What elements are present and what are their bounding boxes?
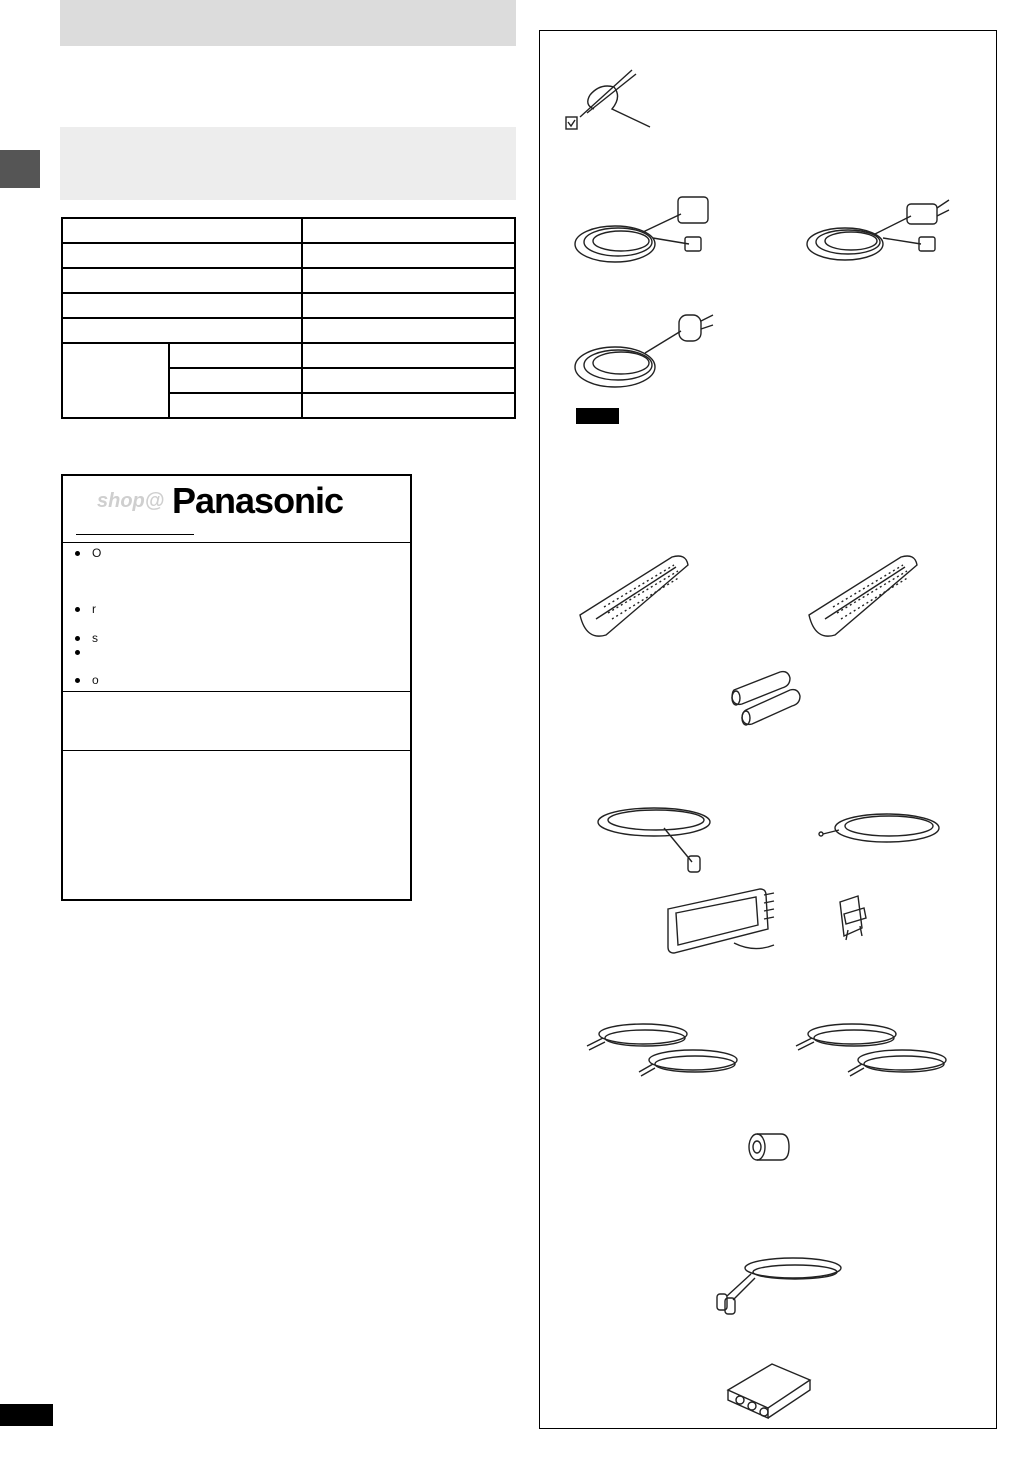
table-row: [62, 268, 515, 293]
table-row: [62, 318, 515, 343]
remote-control-icon: [576, 553, 696, 643]
side-index-tab: [0, 150, 40, 188]
speaker-cables-icon: [792, 1016, 952, 1086]
table-row: [62, 243, 515, 268]
table-row: [62, 293, 515, 318]
antenna-stand-icon: [834, 894, 874, 944]
bullet-icon: [75, 636, 80, 641]
fm-antenna-icon: [594, 800, 724, 875]
shop-box-header: [63, 476, 410, 543]
video-cable-icon: [713, 1250, 848, 1315]
bullet-icon: [75, 650, 80, 655]
scart-adapter-icon: [722, 1360, 814, 1420]
speaker-cables-icon: [583, 1016, 743, 1086]
panasonic-logo: Panasonic: [172, 480, 344, 521]
loop-antenna-icon: [664, 885, 784, 960]
spec-table: [61, 217, 516, 419]
page-number-tab: [0, 1404, 53, 1426]
section-subheader-box: [60, 127, 516, 200]
list-item: o: [75, 673, 99, 687]
table-row: [62, 343, 515, 368]
bullet-icon: [75, 607, 80, 612]
list-item: s: [75, 631, 98, 645]
list-item: [75, 645, 92, 659]
list-item: O: [75, 546, 101, 560]
ac-power-cord-flat-plug-icon: [803, 190, 953, 270]
bullet-icon: [75, 551, 80, 556]
shop-box-section: [63, 692, 410, 751]
am-antenna-wire-icon: [815, 800, 945, 860]
logo-underline: [76, 534, 194, 535]
table-row: [62, 218, 515, 243]
bullet-icon: [75, 678, 80, 683]
note-tag: [576, 408, 619, 424]
pencil-check-icon: [560, 65, 660, 135]
batteries-icon: [728, 668, 818, 728]
ac-power-cord-uk-icon: [573, 192, 723, 272]
section-header-bar: [60, 0, 516, 46]
shop-logo-prefix: shop@: [97, 490, 165, 512]
remote-control-icon: [805, 553, 925, 643]
shop-box-bullets: [63, 543, 410, 692]
list-item: r: [75, 602, 96, 616]
shop-panasonic-box: [61, 474, 412, 901]
ferrite-core-icon: [745, 1130, 795, 1165]
ac-power-cord-euro-icon: [573, 305, 723, 395]
